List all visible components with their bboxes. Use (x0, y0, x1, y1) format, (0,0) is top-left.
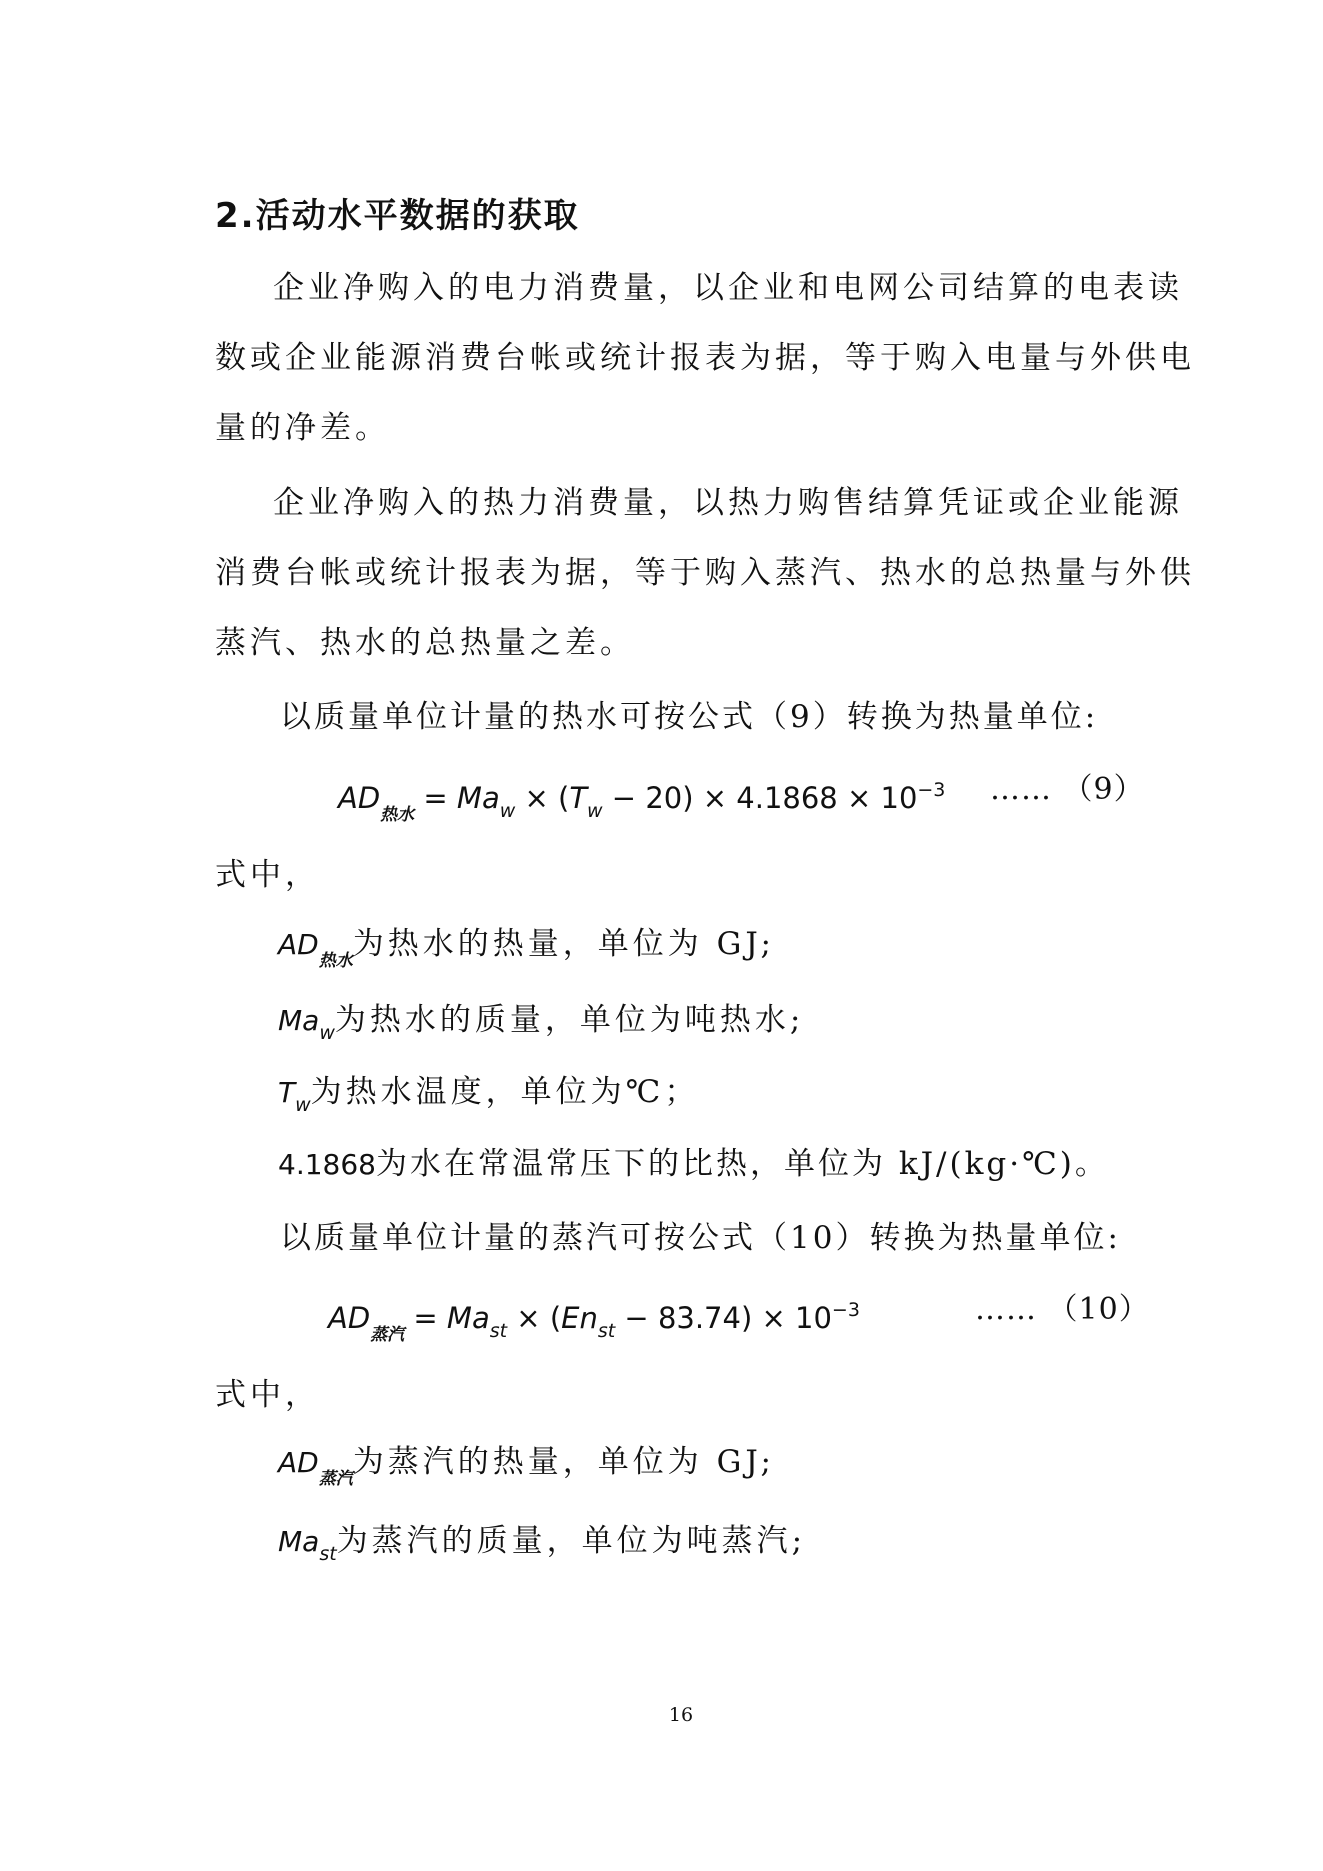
definition-specific-heat-text: 为水在常温常压下的比热，单位为 kJ/(kg·℃)。 (375, 1146, 1109, 1182)
formula-9 (338, 770, 945, 835)
definition-mast (278, 1521, 806, 1574)
definition-maw (278, 1000, 804, 1053)
paragraph-heat-line-3: 蒸汽、热水的总热量之差。 (215, 625, 635, 661)
paragraph-electricity-line-1: 企业净购入的电力消费量，以企业和电网公司结算的电表读 (273, 270, 1183, 306)
formula-9-ma: Ma (456, 781, 500, 815)
definition-tw (278, 1072, 699, 1125)
definition-maw-text: 为热水的质量，单位为吨热水; (334, 1002, 805, 1038)
definition-ad-hot-water (278, 924, 775, 981)
definition-tw-text: 为热水温度，单位为℃； (310, 1074, 700, 1110)
section-heading: 2.活动水平数据的获取 (215, 196, 580, 236)
definition-specific-heat-var: 4.1868 (278, 1148, 376, 1181)
formula-10-en: En (561, 1301, 598, 1335)
definition-mast-text: 为蒸汽的质量，单位为吨蒸汽; (336, 1523, 807, 1559)
definition-ad-hot-water-text: 为热水的热量，单位为 GJ; (352, 926, 775, 962)
formula-9-number: …… （9） (990, 772, 1145, 807)
formula-10-times: × ( (507, 1301, 562, 1335)
hot-water-intro: 以质量单位计量的热水可按公式（9）转换为热量单位: (280, 699, 1099, 735)
formula-10-rest: − 83.74) × 10 (615, 1301, 832, 1335)
paragraph-heat-line-1: 企业净购入的热力消费量，以热力购售结算凭证或企业能源 (273, 485, 1183, 521)
formula-9-rest: − 20) × 4.1868 × 10 (602, 781, 918, 815)
where-label-9: 式中， (215, 857, 320, 893)
formula-9-t-subscript: w (587, 800, 603, 822)
definition-ad-steam-var: $AD_{蒸汽}$ (278, 1446, 353, 1489)
formula-10-en-subscript: st (597, 1320, 616, 1342)
formula-10-ma-subscript: st (489, 1320, 508, 1342)
definition-ad-hot-water-var: $AD_{热水}$ (278, 928, 353, 971)
page-number: 16 (668, 1704, 694, 1726)
formula-10-exponent: −3 (831, 1299, 860, 1321)
formula-10 (328, 1290, 860, 1355)
formula-10-equals: = (404, 1301, 447, 1335)
formula-9-ad: AD (338, 781, 381, 815)
definition-maw-var: $Ma_w$ (278, 1004, 335, 1044)
formula-10-number: …… （10） (975, 1292, 1150, 1327)
formula-10-ad: AD (328, 1301, 371, 1335)
paragraph-heat-line-2: 消费台帐或统计报表为据，等于购入蒸汽、热水的总热量与外供 (215, 555, 1195, 591)
definition-ad-steam (278, 1442, 775, 1499)
where-label-10: 式中， (215, 1377, 320, 1413)
formula-9-equals: = (414, 781, 457, 815)
definition-tw-var: $T_w$ (278, 1076, 311, 1116)
definition-specific-heat (278, 1144, 1109, 1185)
formula-10-ad-subscript: 蒸汽 (370, 1325, 405, 1345)
formula-10-ma: Ma (446, 1301, 490, 1335)
formula-9-t: T (569, 781, 588, 815)
formula-9-exponent: −3 (917, 779, 946, 801)
paragraph-electricity-line-2: 数或企业能源消费台帐或统计报表为据，等于购入电量与外供电 (215, 340, 1195, 376)
paragraph-electricity-line-3: 量的净差。 (215, 410, 390, 446)
definition-ad-steam-text: 为蒸汽的热量，单位为 GJ; (352, 1444, 775, 1480)
formula-9-ad-subscript: 热水 (380, 805, 415, 825)
formula-9-ma-subscript: w (499, 800, 516, 822)
formula-9-times: × ( (515, 781, 570, 815)
steam-intro: 以质量单位计量的蒸汽可按公式（10）转换为热量单位: (280, 1220, 1121, 1256)
definition-mast-var: $Ma_{st}$ (278, 1525, 337, 1565)
